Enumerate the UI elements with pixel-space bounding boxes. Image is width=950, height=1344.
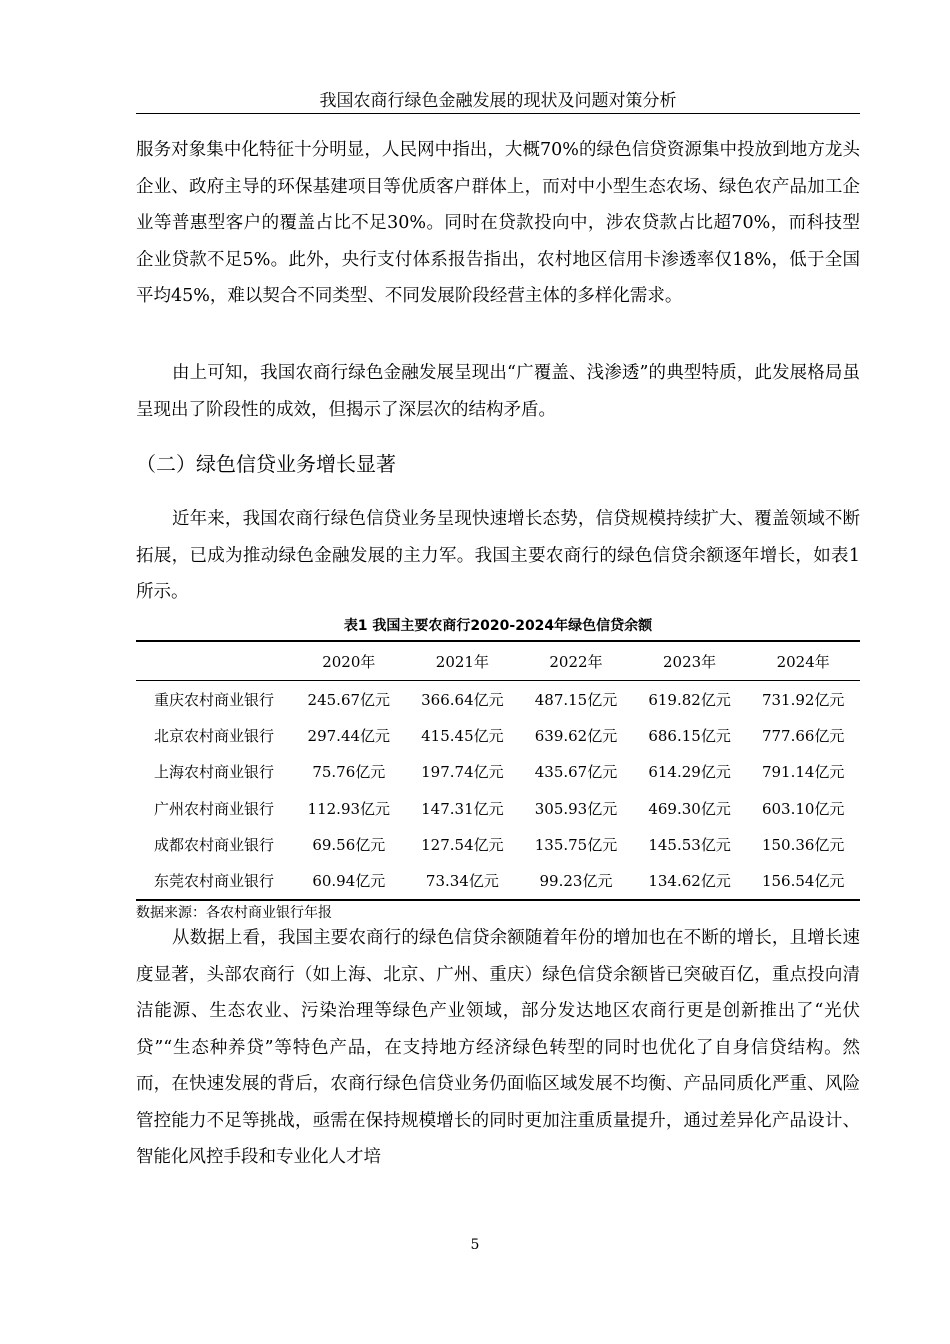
table-cell: 135.75亿元 <box>534 835 618 854</box>
table-cell: 639.62亿元 <box>534 726 618 745</box>
table-row <box>136 826 860 862</box>
table-row <box>136 681 860 718</box>
table-cell: 435.67亿元 <box>534 763 618 782</box>
table-cell: 112.93亿元 <box>307 799 391 818</box>
table-cell: 777.66亿元 <box>761 726 845 745</box>
table-cell: 69.56亿元 <box>312 835 386 854</box>
table-cell: 150.36亿元 <box>761 835 845 854</box>
table-cell: 127.54亿元 <box>421 835 504 854</box>
table-row <box>136 754 860 790</box>
table-row <box>136 790 860 826</box>
bank-name-cell: 东莞农村商业银行 <box>153 872 274 891</box>
table-header-cell: 2021年 <box>435 652 489 671</box>
table-cell: 245.67亿元 <box>307 690 391 709</box>
table-cell: 603.10亿元 <box>761 799 845 818</box>
table-cell: 297.44亿元 <box>307 726 391 745</box>
table-cell: 60.94亿元 <box>312 872 386 891</box>
table-header-cell <box>136 641 292 681</box>
body-paragraph-1: 服务对象集中化特征十分明显，人民网中指出，大概70%的绿色信贷资源集中投放到地方龙头企业、政府主导的环保基建项目等优质客户群体上，而对中小型生态农场、绿色农产品加工企业等普惠型客户的覆盖占比不足30%。同时在贷款投向中，涉农贷款占比超70%，而科技型企业贷款不足5%。此外，央行支付体系报告指出，农村地区信用卡渗透率仅18%，低于全国平均45%，难以契合不同类型、不同发展阶段经营主体的多样化需求。 <box>136 140 860 306</box>
table-header-cell: 2023年 <box>662 652 717 671</box>
table-cell: 305.93亿元 <box>534 799 618 818</box>
table-header-cell: 2022年 <box>549 652 603 671</box>
table-cell: 791.14亿元 <box>761 763 845 782</box>
table-cell: 197.74亿元 <box>421 763 504 782</box>
bank-name-cell: 北京农村商业银行 <box>153 726 274 745</box>
table-cell: 731.92亿元 <box>761 690 845 709</box>
body-paragraph-4: 从数据上看，我国主要农商行的绿色信贷余额随着年份的增加也在不断的增长，且增长速度显著，头部农商行（如上海、北京、广州、重庆）绿色信贷余额皆已突破百亿，重点投向清洁能源、生态农业、污染治理等绿色产业领域，部分发达地区农商行更是创新推出了“光伏贷”“生态种养贷”等特色产品，在支持地方经济绿色转型的同时也优化了自身信贷结构。然而，在快速发展的背后，农商行绿色信贷业务仍面临区域发展不均衡、产品同质化严重、风险管控能力不足等挑战，亟需在保持规模增长的同时更加注重质量提升，通过差异化产品设计、智能化风控手段和专业化人才培 <box>136 928 860 1167</box>
running-header-title: 我国农商行绿色金融发展的现状及问题对策分析 <box>319 91 677 111</box>
bank-name-cell: 成都农村商业银行 <box>153 835 274 854</box>
bank-name-cell: 重庆农村商业银行 <box>153 690 274 709</box>
table-cell: 147.31亿元 <box>421 799 504 818</box>
table-row <box>136 862 860 899</box>
body-paragraph-2: 由上可知，我国农商行绿色金融发展呈现出“广覆盖、浅渗透”的典型特质，此发展格局虽呈现出了阶段性的成效，但揭示了深层次的结构矛盾。 <box>136 363 860 420</box>
page-number: 5 <box>470 1237 480 1253</box>
table-row <box>136 717 860 753</box>
table-header-row <box>136 641 860 681</box>
header-divider <box>136 113 860 114</box>
table-cell: 134.62亿元 <box>648 872 731 891</box>
table-cell: 487.15亿元 <box>534 690 618 709</box>
table-header-cell: 2020年 <box>322 652 376 671</box>
table-cell: 469.30亿元 <box>648 799 731 818</box>
table-caption: 表1 我国主要农商行2020-2024年绿色信贷余额 <box>343 618 653 634</box>
table-source-note: 数据来源：各农村商业银行年报 <box>136 905 332 921</box>
table-cell: 619.82亿元 <box>648 690 731 709</box>
body-paragraph-3: 近年来，我国农商行绿色信贷业务呈现快速增长态势，信贷规模持续扩大、覆盖领域不断拓展，已成为推动绿色金融发展的主力军。我国主要农商行的绿色信贷余额逐年增长，如表1所示。 <box>136 509 860 602</box>
table-cell: 75.76亿元 <box>312 763 386 782</box>
table-header-cell: 2024年 <box>776 652 830 671</box>
green-credit-table <box>136 640 860 901</box>
table-cell: 99.23亿元 <box>539 872 613 891</box>
table-cell: 614.29亿元 <box>648 763 731 782</box>
table-cell: 145.53亿元 <box>648 835 731 854</box>
table-cell: 366.64亿元 <box>421 690 504 709</box>
table-cell: 686.15亿元 <box>648 726 731 745</box>
section-heading: （二）绿色信贷业务增长显著 <box>136 452 396 476</box>
bank-name-cell: 上海农村商业银行 <box>153 763 274 782</box>
table-cell: 156.54亿元 <box>761 872 845 891</box>
bank-name-cell: 广州农村商业银行 <box>153 799 274 818</box>
table-cell: 73.34亿元 <box>425 872 499 891</box>
table-cell: 415.45亿元 <box>421 726 504 745</box>
